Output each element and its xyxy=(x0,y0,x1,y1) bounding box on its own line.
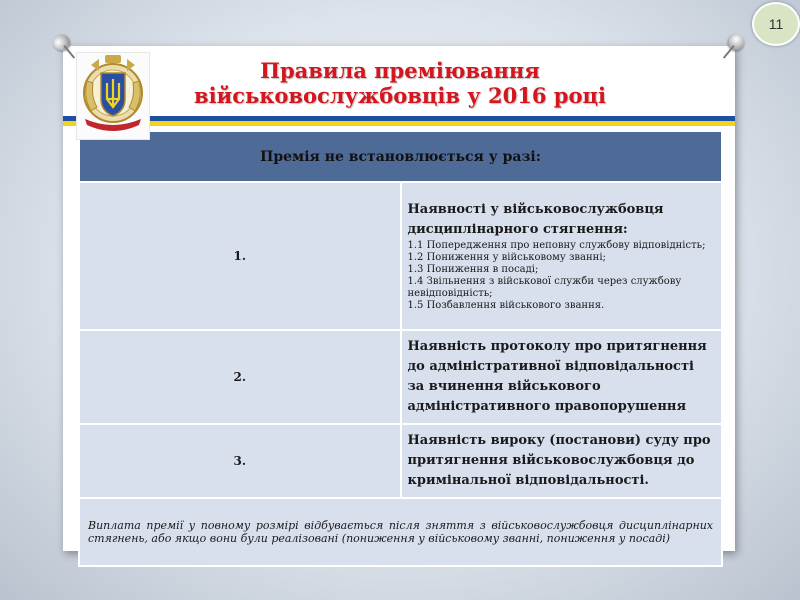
flag-stripe-yellow xyxy=(63,121,735,126)
row-number: 2. xyxy=(79,330,401,424)
row-description xyxy=(401,424,723,498)
coat-of-arms-icon xyxy=(76,52,150,140)
table-row xyxy=(79,424,722,498)
subitem: 1.4 Звільнення з військової служби через службову невідповідність; xyxy=(407,276,682,299)
slide-title xyxy=(150,58,650,108)
subitem: 1.5 Позбавлення військового звання. xyxy=(407,300,605,311)
page-number-badge: 11 xyxy=(752,2,800,46)
row-main-text: Наявності у військовослужбовця дисциплінарного стягнення: xyxy=(407,202,664,237)
subitem: 1.1 Попередження про неповну службову відповідність; xyxy=(407,240,706,251)
row-main-text: Наявність протоколу про притягнення до адміністративної відповідальності за вчинення військового адміністративного правопорушення xyxy=(407,339,707,414)
title-line: військовослужбовців у 2016 році xyxy=(194,83,606,108)
row-main-text: Наявність вироку (постанови) суду про притягнення військовослужбовця до кримінальної відповідальності. xyxy=(407,433,711,488)
table-row xyxy=(79,498,722,566)
row-number: 1. xyxy=(79,182,401,330)
table-row xyxy=(79,182,722,330)
row-description xyxy=(401,330,723,424)
table-row xyxy=(79,330,722,424)
row-description xyxy=(401,182,723,330)
rules-table xyxy=(78,130,723,567)
row-number: 3. xyxy=(79,424,401,498)
subitem: 1.3 Пониження в посаді; xyxy=(407,264,539,275)
subitem: 1.2 Пониження у військовому званні; xyxy=(407,252,606,263)
table-header: Премія не встановлюється у разі: xyxy=(79,131,722,182)
footnote: Виплата премії у повному розмірі відбувається після зняття з військовослужбовця дисциплінарних стягнень, або якщо вони були реалізовані (пониження у військовому званні, пониження у посаді) xyxy=(79,498,722,566)
title-line: Правила преміювання xyxy=(260,58,540,83)
